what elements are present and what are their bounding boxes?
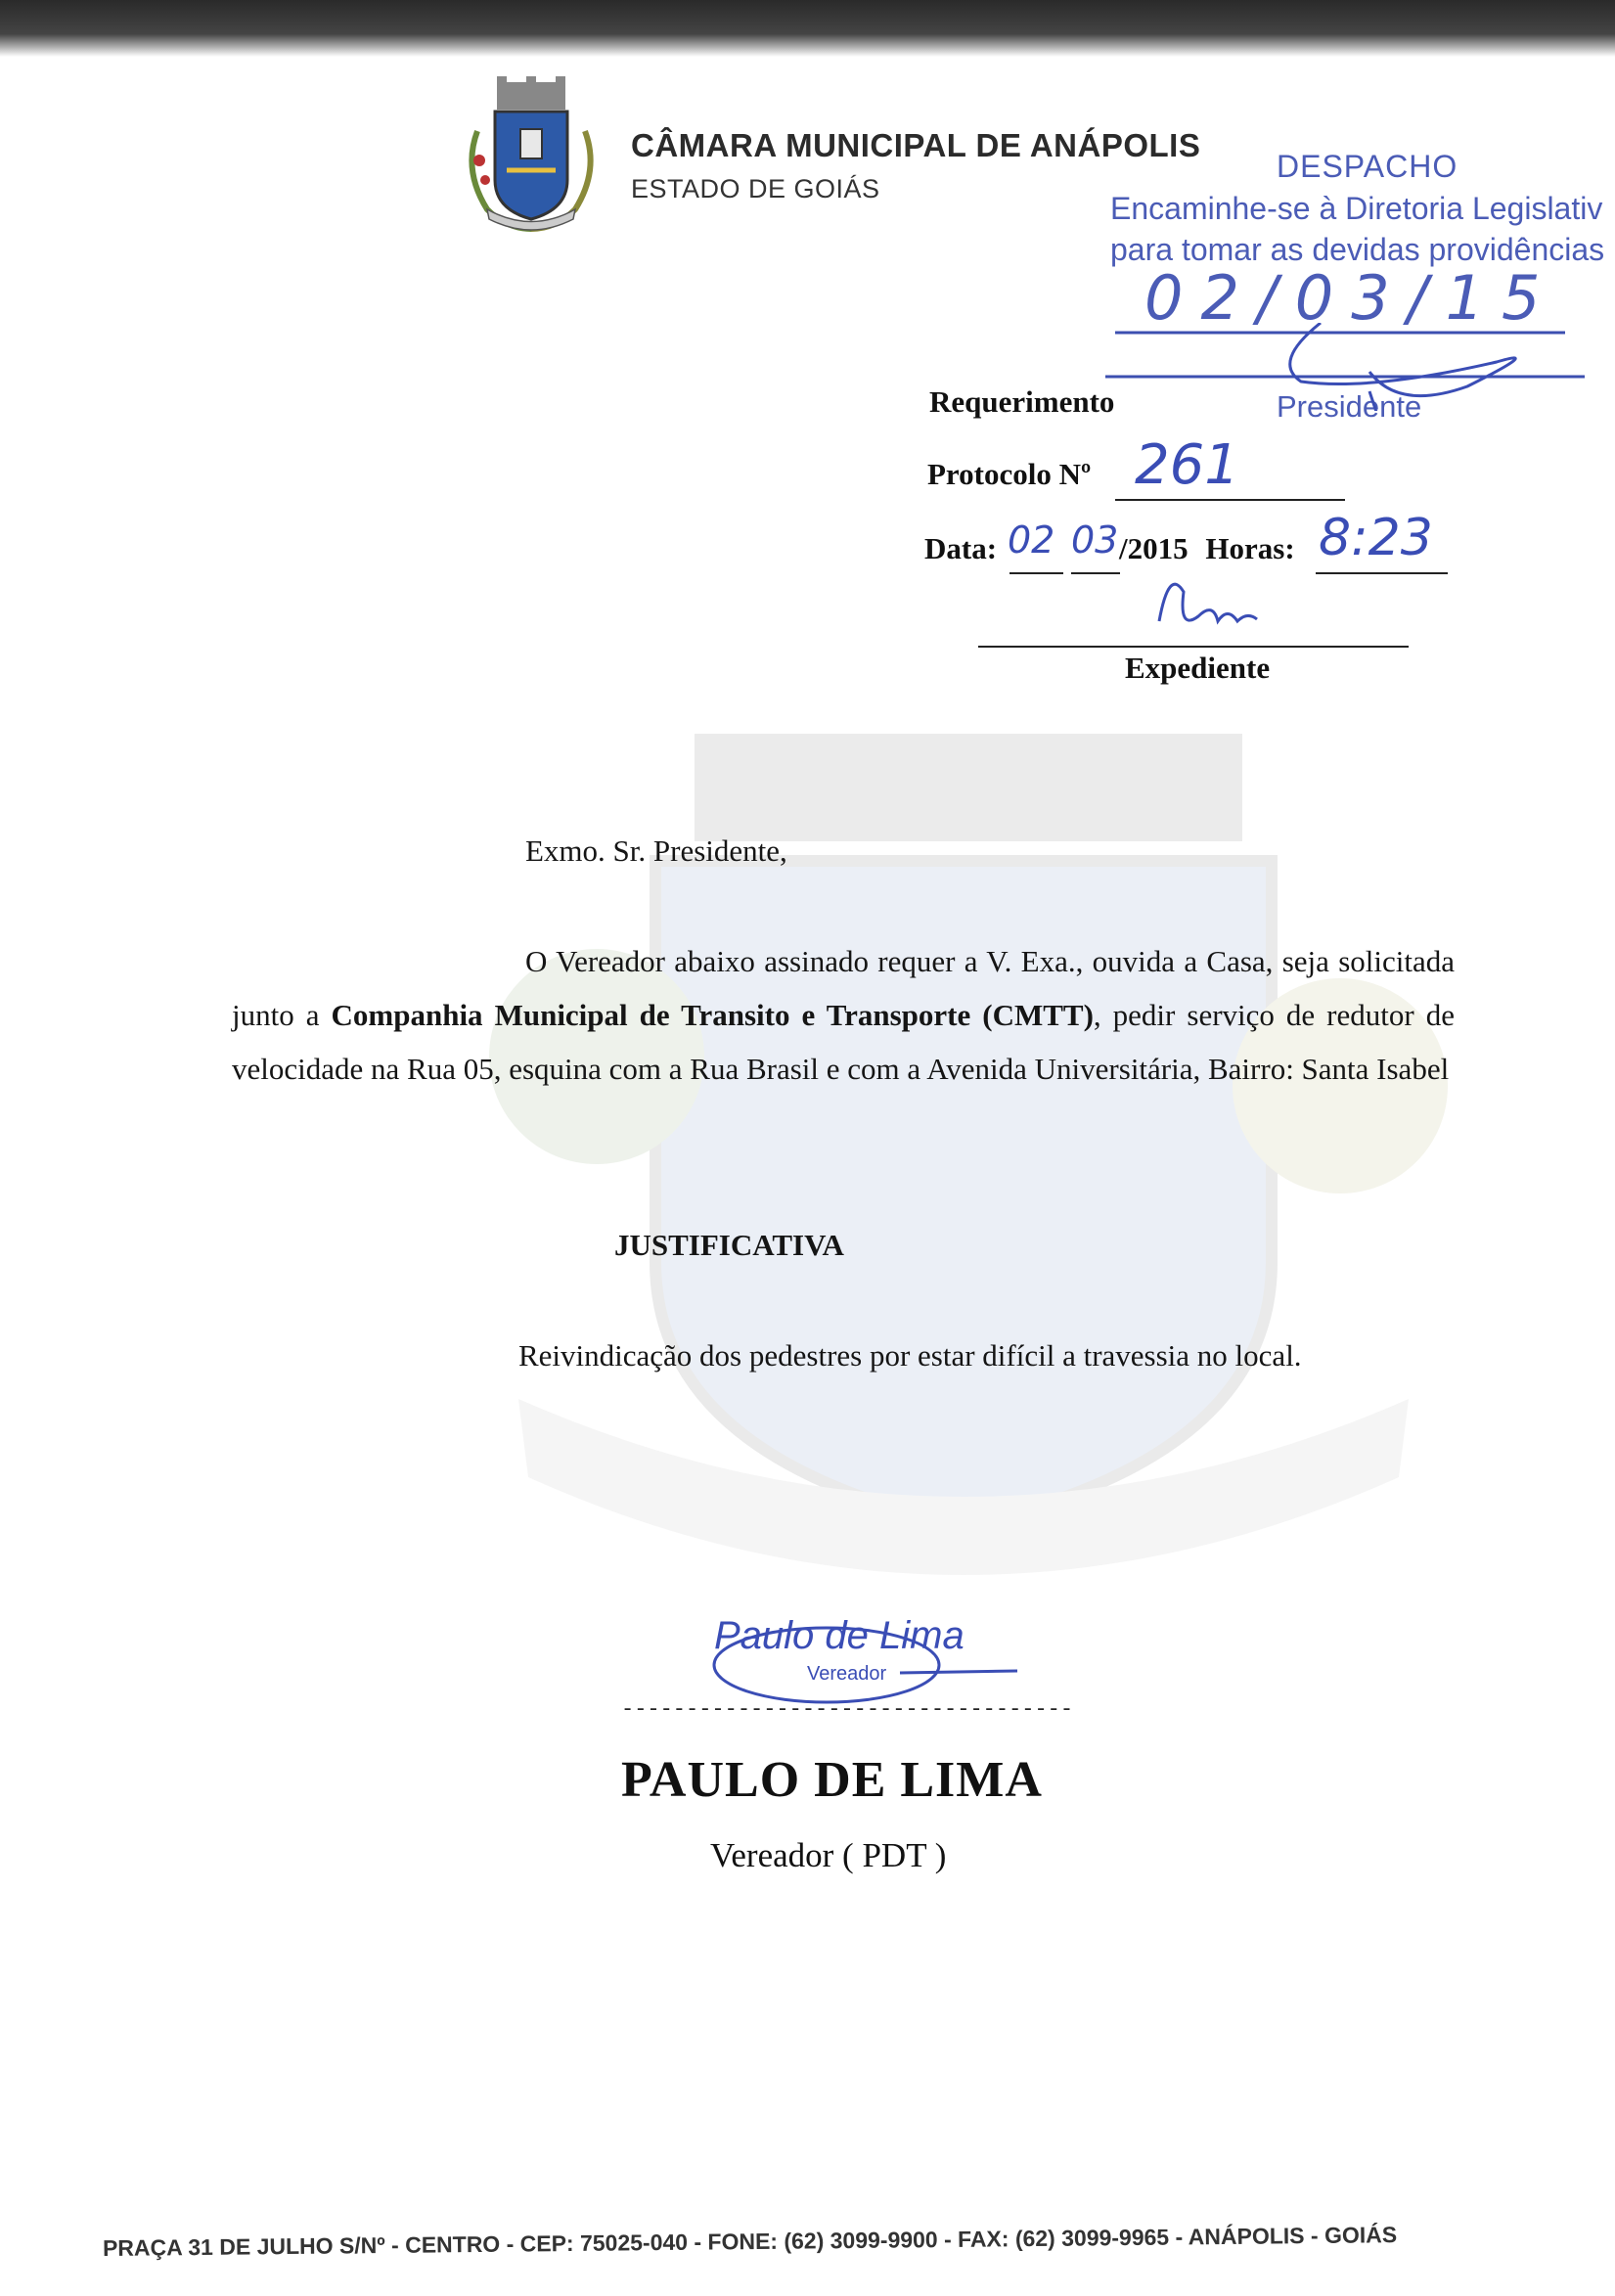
data-month: 03 bbox=[1071, 518, 1119, 562]
signer-role: Vereador ( PDT ) bbox=[710, 1836, 947, 1874]
horas-underline bbox=[1316, 572, 1448, 574]
data-day-underline bbox=[1009, 572, 1063, 574]
request-text-bold: Companhia Municipal de Transito e Transporte (CMTT) bbox=[331, 998, 1094, 1032]
protocolo-value: 261 bbox=[1135, 433, 1239, 497]
footer-address: PRAÇA 31 DE JULHO S/Nº - CENTRO - CEP: 75025-040 - FONE: (62) 3099-9900 - FAX: (62) 3099-9965 - ANÁPOLIS - GOIÁS bbox=[102, 2222, 1398, 2261]
expediente-underline bbox=[978, 646, 1409, 648]
horas-label: Horas: bbox=[1205, 531, 1295, 565]
horas-value: 8:23 bbox=[1319, 509, 1433, 567]
signature-stamp-role: Vereador bbox=[807, 1663, 887, 1685]
justification-title: JUSTIFICATIVA bbox=[614, 1228, 844, 1262]
dispatch-stamp-line1: Encaminhe-se à Diretoria Legislativ bbox=[1110, 191, 1603, 226]
request-paragraph bbox=[232, 934, 1455, 1096]
dispatch-stamp-role: Presidente bbox=[1277, 389, 1422, 424]
greeting: Exmo. Sr. Presidente, bbox=[525, 833, 787, 868]
data-day: 02 bbox=[1008, 518, 1055, 562]
expediente-signature bbox=[1140, 563, 1277, 641]
data-year: /2015 bbox=[1119, 531, 1189, 565]
scan-top-edge bbox=[0, 0, 1615, 57]
request-text-2: , pedir serviço de redutor de velocidade na Rua 05, esquina com a Rua Brasil e com a Avenida Universitária, Bairro: Santa Isabel bbox=[232, 998, 1455, 1086]
dispatch-stamp-date: 02/03/15 bbox=[1144, 262, 1558, 334]
signature-dashed-line: ----------------------------------- bbox=[621, 1697, 1074, 1722]
requerimento-label: Requerimento bbox=[929, 384, 1115, 419]
protocolo-label: Protocolo Nº bbox=[927, 457, 1092, 491]
data-label: Data: bbox=[924, 531, 998, 565]
request-text-1: O Vereador abaixo assinado requer a V. Exa., ouvida a Casa, seja solicitada junto a bbox=[232, 944, 1455, 1032]
dispatch-stamp-line2: para tomar as devidas providências bbox=[1110, 232, 1605, 267]
signer-name: PAULO DE LIMA bbox=[621, 1752, 1043, 1808]
chamber-title: CÂMARA MUNICIPAL DE ANÁPOLIS bbox=[631, 127, 1201, 163]
state-subtitle: ESTADO DE GOIÁS bbox=[631, 174, 880, 203]
data-month-underline bbox=[1071, 572, 1120, 574]
justification-text: Reivindicação dos pedestres por estar difícil a travessia no local. bbox=[518, 1338, 1302, 1373]
municipal-crest-icon bbox=[458, 72, 605, 234]
protocolo-underline bbox=[1115, 499, 1345, 501]
dispatch-stamp-title: DESPACHO bbox=[1277, 149, 1458, 184]
signature-stamp-name: Paulo de Lima bbox=[714, 1614, 965, 1657]
expediente-label: Expediente bbox=[1125, 651, 1271, 685]
